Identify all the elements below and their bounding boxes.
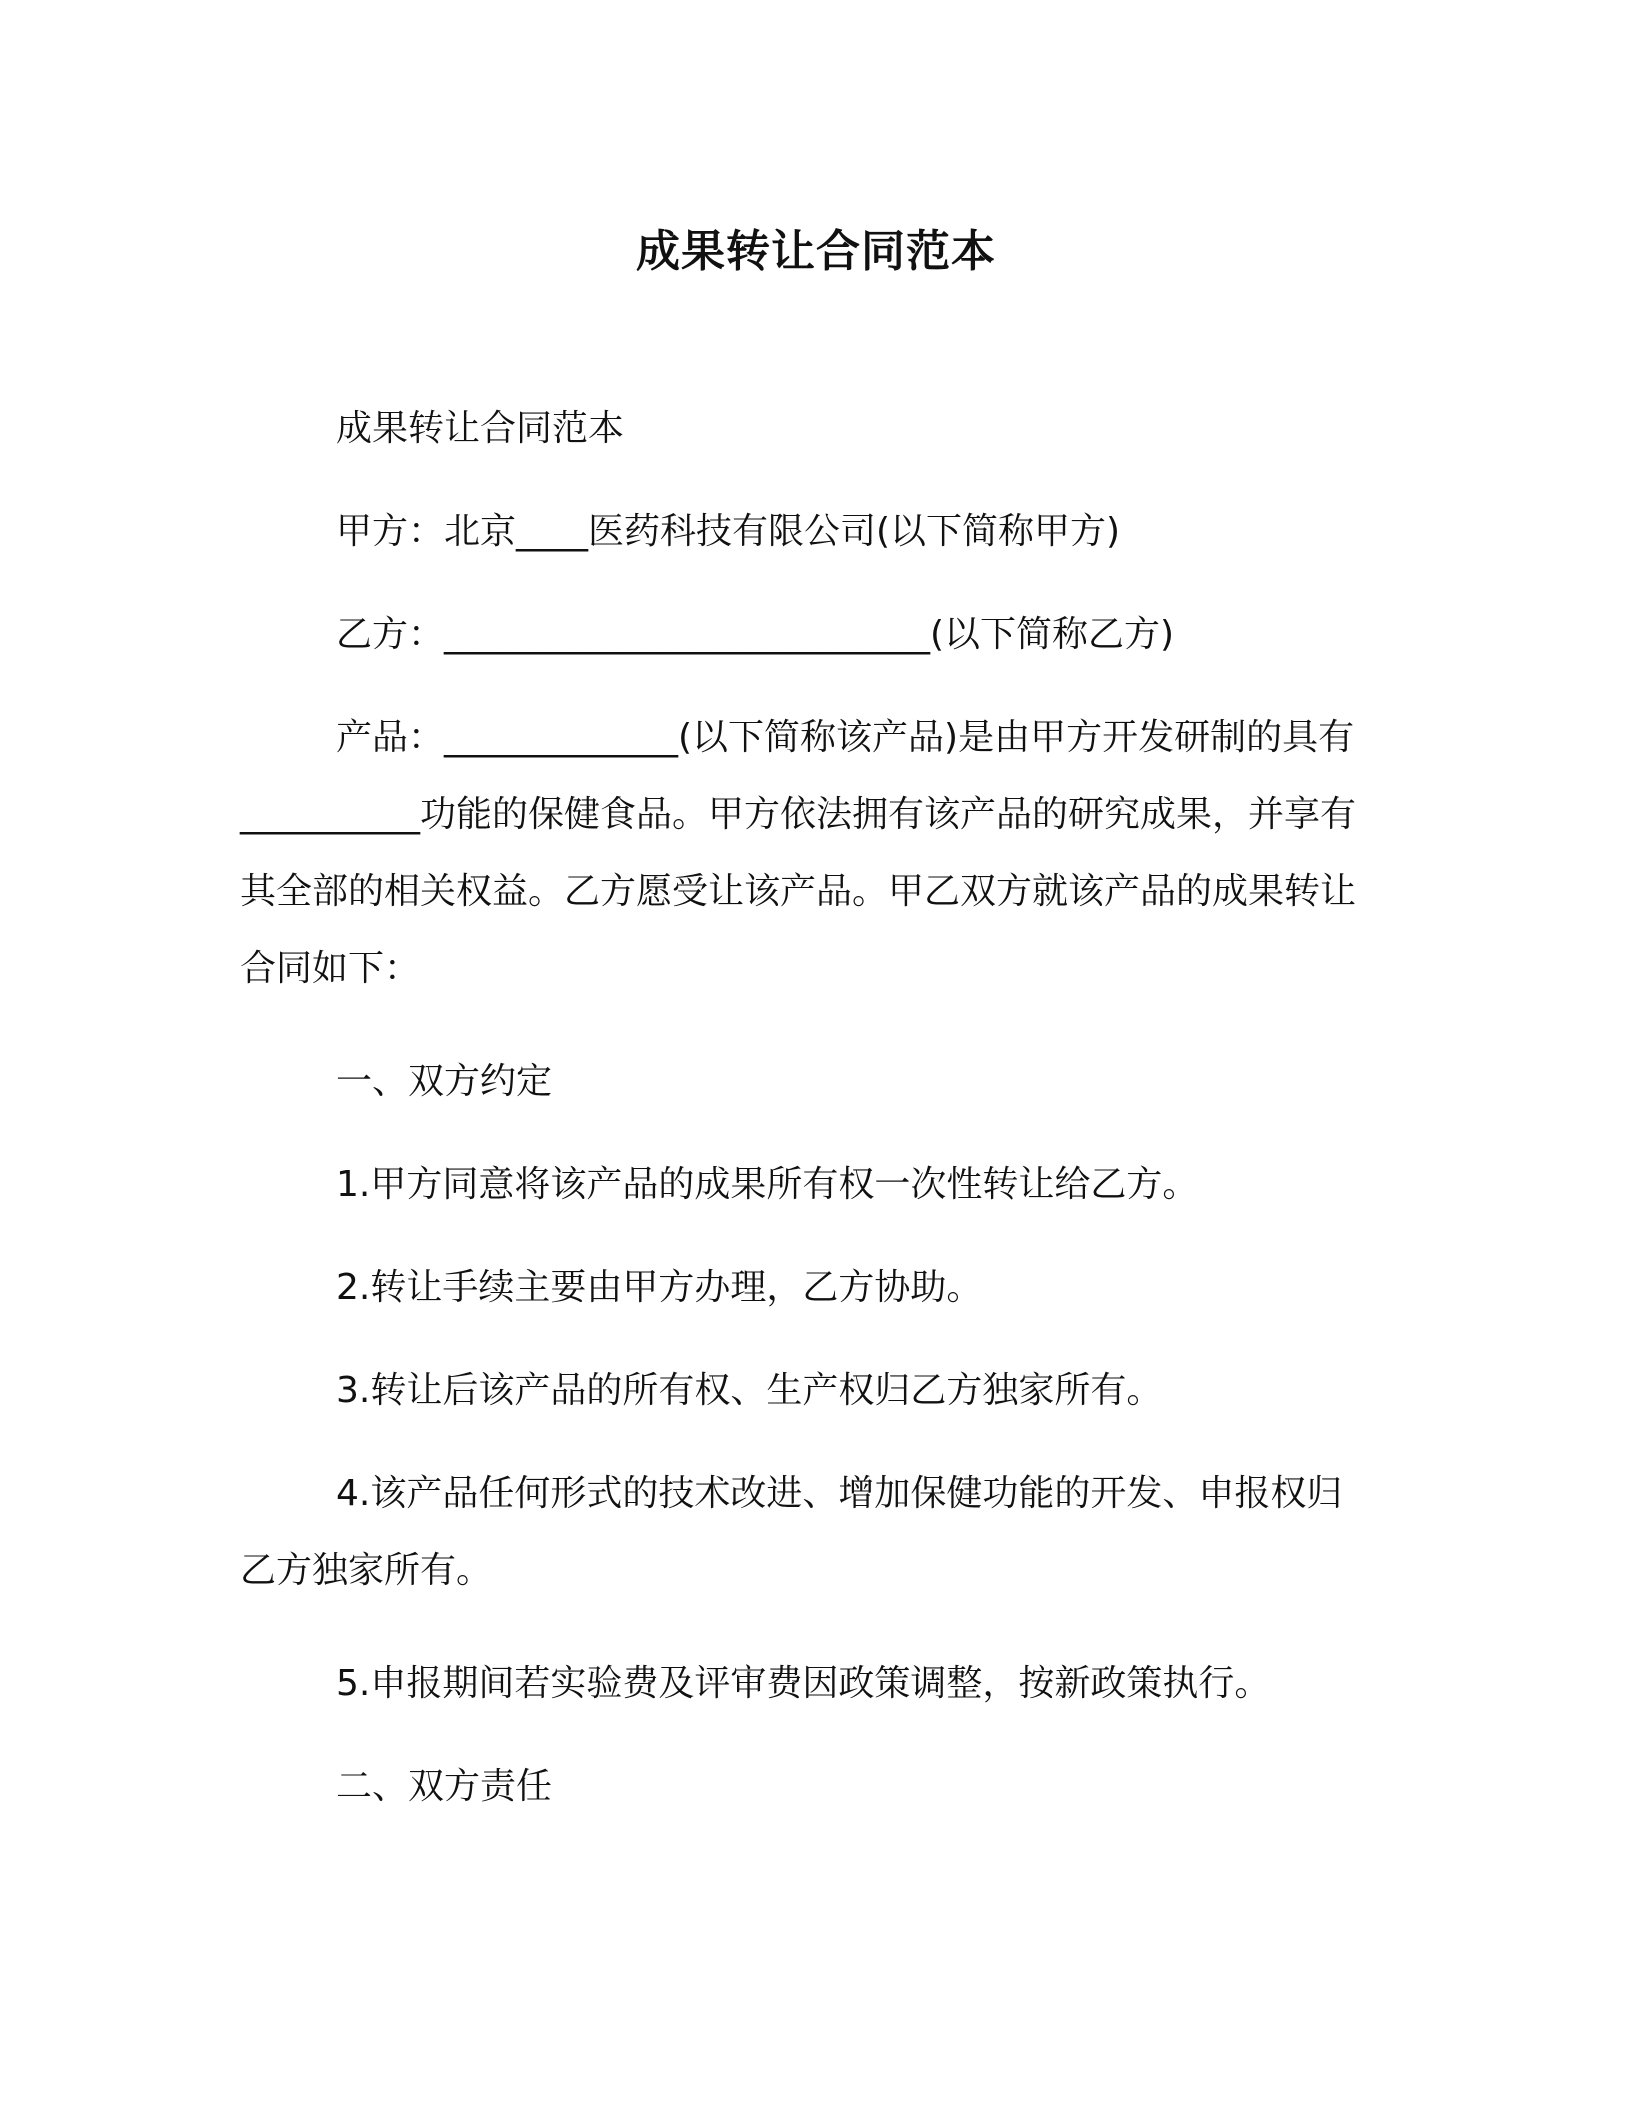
clause-5: 5.申报期间若实验费及评审费因政策调整，按新政策执行。 <box>336 1663 1271 1704</box>
document-title: 成果转让合同范本 <box>636 226 996 277</box>
subtitle-paragraph: 成果转让合同范本 <box>336 408 625 449</box>
clause-3: 3.转让后该产品的所有权、生产权归乙方独家所有。 <box>336 1370 1163 1411</box>
section-heading-1: 一、双方约定 <box>336 1061 553 1102</box>
document-body <box>240 390 1370 1851</box>
party-a-paragraph: 甲方：北京____医药科技有限公司(以下简称甲方) <box>336 511 1121 552</box>
party-b-paragraph: 乙方：___________________________(以下简称乙方) <box>336 614 1175 655</box>
clause-2: 2.转让手续主要由甲方办理，乙方协助。 <box>336 1267 983 1308</box>
clause-1: 1.甲方同意将该产品的成果所有权一次性转让给乙方。 <box>336 1164 1199 1205</box>
clause-4: 4.该产品任何形式的技术改进、增加保健功能的开发、申报权归乙方独家所有。 <box>240 1473 1343 1591</box>
section-heading-2: 二、双方责任 <box>336 1766 553 1807</box>
product-paragraph: 产品：_____________(以下简称该产品)是由甲方开发研制的具有__________功能的保健食品。甲方依法拥有该产品的研究成果，并享有其全部的相关权益。乙方愿受让该产品。甲乙双方就该产品的成果转让合同如下： <box>240 717 1357 989</box>
